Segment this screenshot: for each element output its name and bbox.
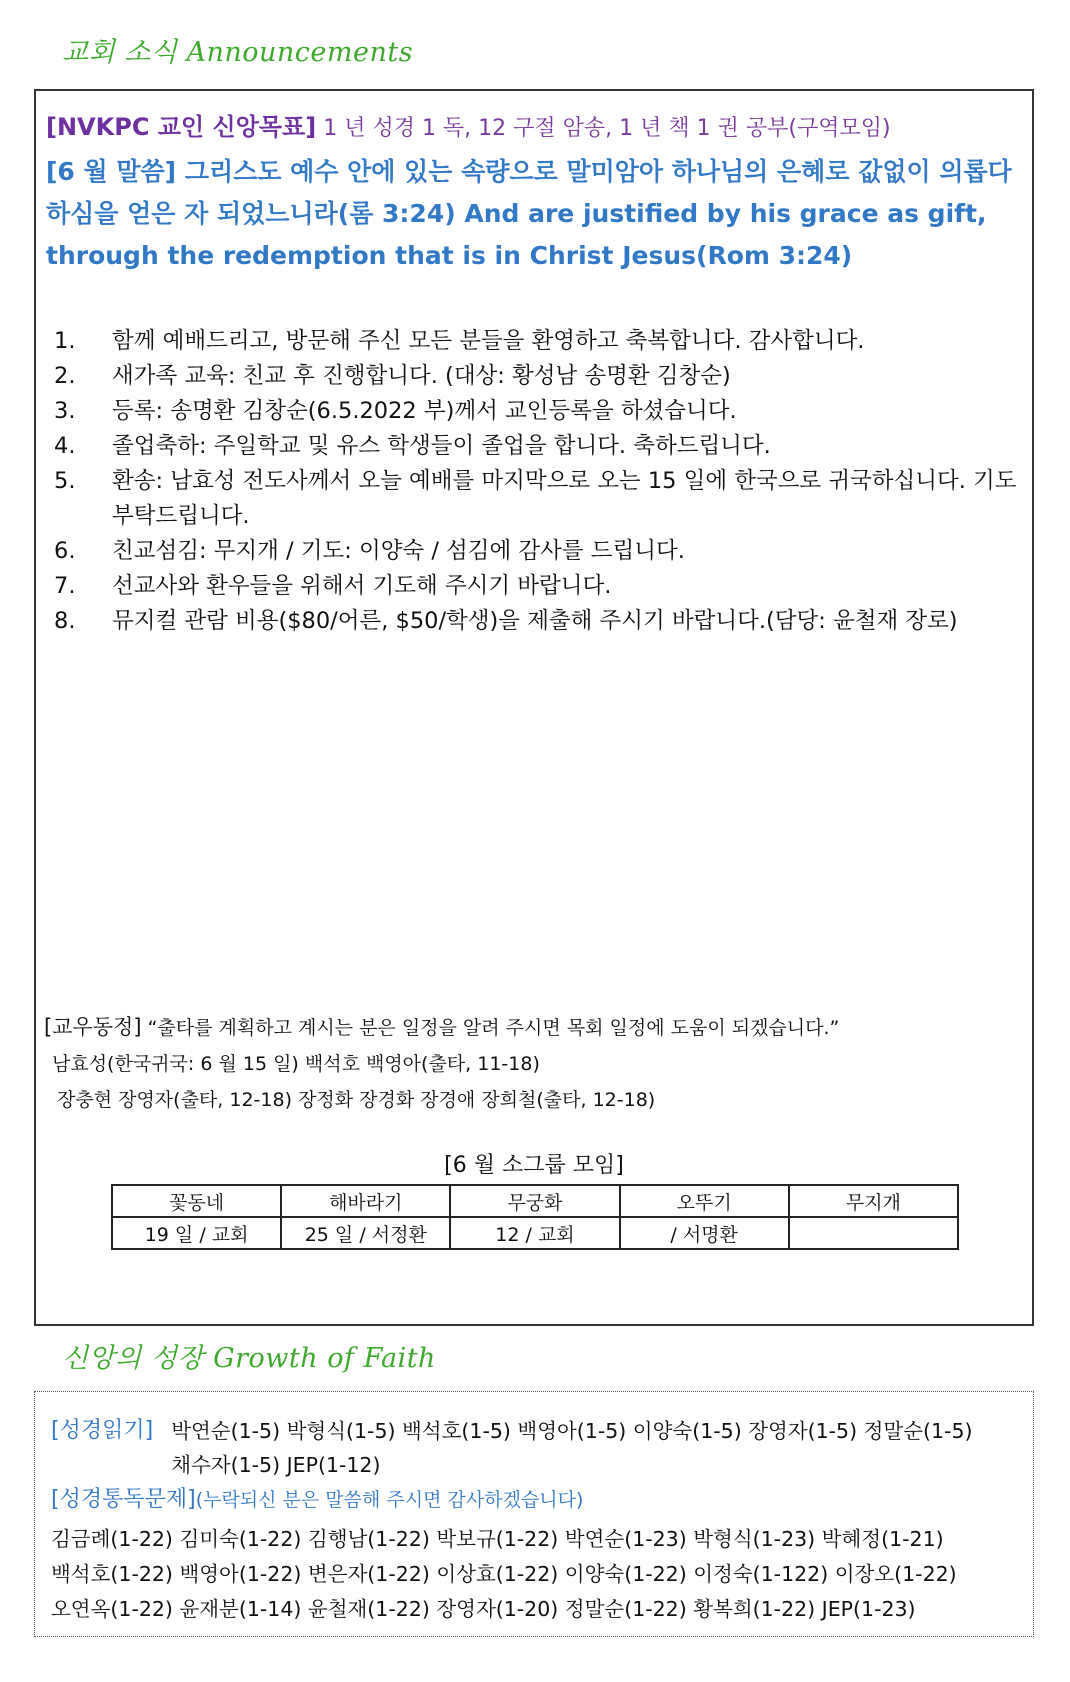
table-cell: 19 일 / 교회 bbox=[112, 1217, 281, 1249]
item-number: 7. bbox=[54, 573, 76, 599]
item-text: 환송: 남효성 전도사께서 오늘 예배를 마지막으로 오는 15 일에 한국으로 귀국하십니다. 기도부탁드립니다. bbox=[112, 468, 1017, 529]
faith-goal-text: 1 년 성경 1 독, 12 구절 암송, 1 년 책 1 권 공부(구역모임) bbox=[316, 116, 891, 141]
bible-quiz-list bbox=[51, 1522, 1026, 1627]
growth-box bbox=[34, 1391, 1034, 1637]
table-header-cell: 무지개 bbox=[789, 1185, 958, 1217]
member-news-line: 장충현 장영자(출타, 12-18) 장정화 장경화 장경애 장희철(출타, 12-18) bbox=[57, 1089, 656, 1111]
table-cell: / 서명환 bbox=[620, 1217, 789, 1249]
list-item bbox=[54, 604, 1029, 639]
list-item bbox=[54, 359, 1029, 394]
member-news bbox=[44, 1009, 1019, 1118]
bible-reading-line: 채수자(1-5) JEP(1-12) bbox=[171, 1453, 381, 1477]
monthly-verse: [6 월 말씀] 그리스도 예수 안에 있는 속량으로 말미암아 하나님의 은혜로 값없이 의롭다 하심을 얻은 자 되었느니라(롬 3:24) And are justified by his grace as gift, through the redemption that is in Christ Jesus(Rom 3:24) bbox=[46, 157, 1012, 270]
item-text: 선교사와 환우들을 위해서 기도해 주시기 바랍니다. bbox=[112, 573, 612, 599]
member-news-label: [교우동정] bbox=[44, 1015, 142, 1039]
item-text: 등록: 송명환 김창순(6.5.2022 부)께서 교인등록을 하셨습니다. bbox=[112, 398, 737, 424]
bible-reading-names bbox=[153, 1414, 1026, 1482]
bible-quiz-label: [성경통독문제] bbox=[51, 1487, 196, 1512]
table-header-cell: 오뚜기 bbox=[620, 1185, 789, 1217]
list-item bbox=[54, 464, 1029, 534]
bible-reading-line: 박연순(1-5) 박형식(1-5) 백석호(1-5) 백영아(1-5) 이양숙(1-5) 장영자(1-5) 정말순(1-5) bbox=[171, 1419, 973, 1443]
item-text: 졸업축하: 주일학교 및 유스 학생들이 졸업을 합니다. 축하드립니다. bbox=[112, 433, 771, 459]
item-text: 친교섬김: 무지개 / 기도: 이양숙 / 섬김에 감사를 드립니다. bbox=[112, 538, 685, 564]
item-number: 2. bbox=[54, 363, 76, 389]
bible-reading bbox=[51, 1414, 1026, 1517]
bible-quiz-line: 백석호(1-22) 백영아(1-22) 변은자(1-22) 이상효(1-22) 이양숙(1-22) 이정숙(1-122) 이장오(1-22) bbox=[51, 1562, 957, 1586]
item-number: 4. bbox=[54, 433, 76, 459]
item-number: 8. bbox=[54, 608, 76, 634]
table-cell: 12 / 교회 bbox=[450, 1217, 619, 1249]
announcement-list bbox=[54, 324, 1029, 639]
item-text: 뮤지컬 관람 비용($80/어른, $50/학생)을 제출해 주시기 바랍니다.(담당: 윤철재 장로) bbox=[112, 608, 958, 634]
list-item bbox=[54, 394, 1029, 429]
list-item bbox=[54, 569, 1029, 604]
member-news-quote: “출타를 계획하고 계시는 분은 일정을 알려 주시면 목회 일정에 도움이 되겠습니다.” bbox=[141, 1017, 840, 1039]
table-cell bbox=[789, 1217, 958, 1249]
item-text: 새가족 교육: 친교 후 진행합니다. (대상: 황성남 송명환 김창순) bbox=[112, 363, 731, 389]
item-number: 1. bbox=[54, 328, 76, 354]
announcements-heading: 교회 소식 Announcements bbox=[62, 37, 414, 68]
small-group-title bbox=[36, 1148, 1032, 1179]
list-item bbox=[54, 534, 1029, 569]
table-header-cell: 꽃동네 bbox=[112, 1185, 281, 1217]
announcements-box bbox=[34, 89, 1034, 1326]
member-news-line: 남효성(한국귀국: 6 월 15 일) 백석호 백영아(출타, 11-18) bbox=[52, 1053, 540, 1075]
growth-heading: 신앙의 성장 Growth of Faith bbox=[62, 1343, 436, 1374]
item-number: 5. bbox=[54, 468, 76, 494]
faith-goal bbox=[46, 107, 1021, 142]
table-header-cell: 해바라기 bbox=[281, 1185, 450, 1217]
bible-quiz-line: 김금례(1-22) 김미숙(1-22) 김행남(1-22) 박보규(1-22) 박연순(1-23) 박형식(1-23) 박혜정(1-21) bbox=[51, 1527, 944, 1551]
list-item bbox=[54, 429, 1029, 464]
small-group-title-text: [6 월 소그룹 모임] bbox=[444, 1153, 624, 1178]
faith-goal-label: [NVKPC 교인 신앙목표] bbox=[46, 113, 317, 141]
item-number: 3. bbox=[54, 398, 76, 424]
table-cell: 25 일 / 서정환 bbox=[281, 1217, 450, 1249]
item-text: 함께 예배드리고, 방문해 주신 모든 분들을 환영하고 축복합니다. 감사합니다. bbox=[112, 328, 865, 354]
table-header-cell: 무궁화 bbox=[450, 1185, 619, 1217]
bible-quiz-note: (누락되신 분은 말씀해 주시면 감사하겠습니다) bbox=[195, 1489, 584, 1511]
bible-reading-label: [성경읽기] bbox=[51, 1418, 154, 1443]
table-row bbox=[112, 1185, 958, 1217]
table-row bbox=[112, 1217, 958, 1249]
bible-quiz-line: 오연옥(1-22) 윤재분(1-14) 윤철재(1-22) 장영자(1-20) 정말순(1-22) 황복희(1-22) JEP(1-23) bbox=[51, 1597, 916, 1621]
item-number: 6. bbox=[54, 538, 76, 564]
list-item bbox=[54, 324, 1029, 359]
small-group-table bbox=[111, 1184, 959, 1250]
